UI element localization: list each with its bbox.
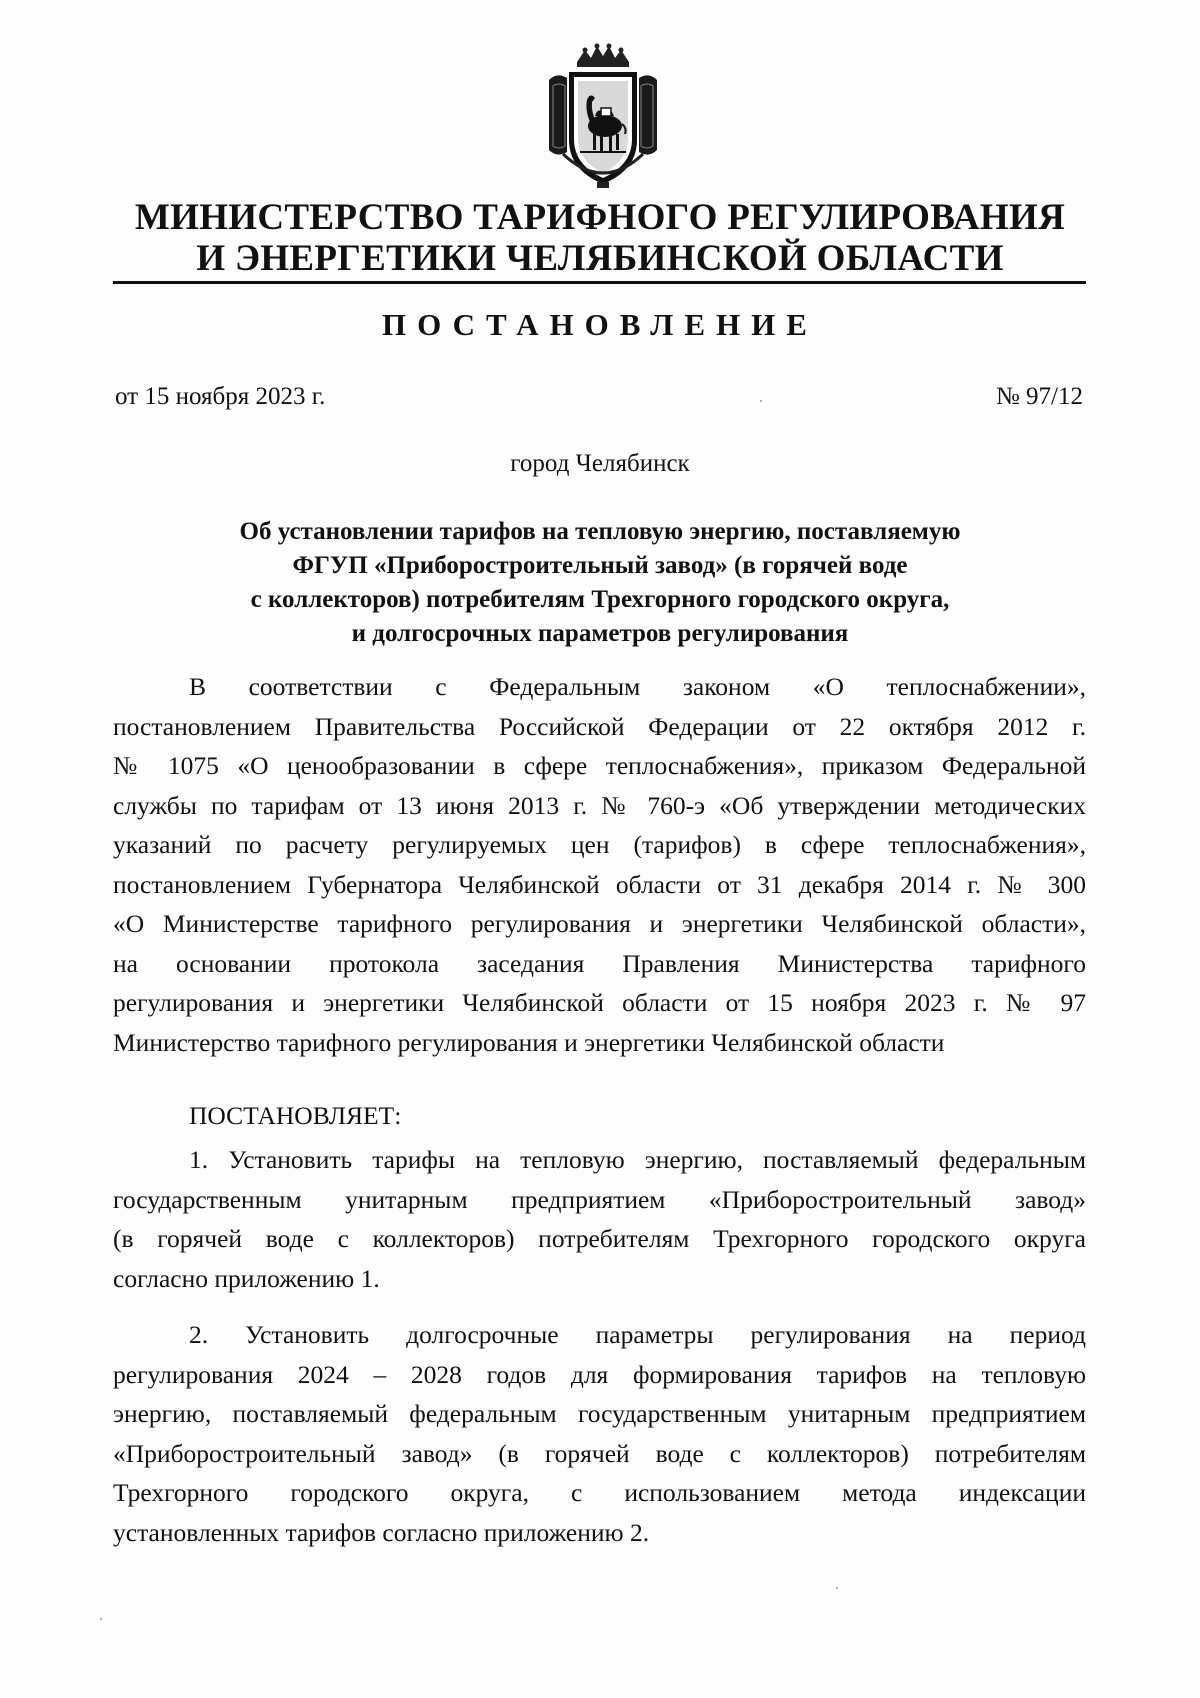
chelyabinsk-coat-of-arms-icon [543, 42, 663, 192]
scan-speck [836, 1587, 838, 1589]
item-1-paragraph [113, 1140, 1086, 1298]
subject-line: и долгосрочных параметров регулирования [351, 620, 849, 647]
ministry-name-line-2: И ЭНЕРГЕТИКИ ЧЕЛЯБИНСКОЙ ОБЛАСТИ [196, 238, 1004, 279]
decree-date: от 15 ноября 2023 г. [115, 383, 326, 410]
preamble-line: постановлением Губернатора Челябинской области от 31 декабря 2014 г. № 300 [113, 869, 1086, 899]
preamble-line: указаний по расчету регулируемых цен (тарифов) в сфере теплоснабжения», [113, 830, 1086, 859]
item-2-line: энергию, поставляемый федеральным государственным унитарным предприятием [113, 1399, 1086, 1428]
header-divider [113, 281, 1086, 284]
decree-city: город Челябинск [510, 450, 690, 477]
preamble-line: Министерство тарифного регулирования и энергетики Челябинской области [113, 1027, 945, 1057]
preamble-line: регулирования и энергетики Челябинской области от 15 ноября 2023 г. № 97 [113, 988, 1086, 1017]
preamble-line: на основании протокола заседания Правления Министерства тарифного [113, 948, 1086, 978]
item-2-line: регулирования 2024 – 2028 годов для формирования тарифов на тепловую [113, 1359, 1086, 1389]
item-1-line: государственным унитарным предприятием «Приборостроительный завод» [113, 1184, 1086, 1214]
document-type-title: ПОСТАНОВЛЕНИЕ [382, 307, 818, 342]
item-1-line: согласно приложению 1. [113, 1263, 380, 1293]
preamble-paragraph [113, 667, 1086, 1062]
item-2-paragraph [113, 1315, 1086, 1552]
preamble-line: «О Министерстве тарифного регулирования и энергетики Челябинской области», [113, 909, 1086, 938]
preamble-line: службы по тарифам от 13 июня 2013 г. № 760-э «Об утверждении методических [113, 790, 1086, 820]
preamble-line: В соответствии с Федеральным законом «О теплоснабжении», [189, 672, 1086, 701]
scan-speck [100, 1618, 102, 1620]
subject-line: ФГУП «Приборостроительный завод» (в горячей воде [292, 552, 908, 579]
item-2-line: 2. Установить долгосрочные параметры регулирования на период [189, 1320, 1086, 1349]
item-2-line: установленных тарифов согласно приложению 2. [113, 1517, 650, 1547]
item-1-line: 1. Установить тарифы на тепловую энергию, поставляемый федеральным [189, 1145, 1086, 1174]
item-2-line: Трехгорного городского округа, с использованием метода индексации [113, 1478, 1086, 1507]
item-2-line: «Приборостроительный завод» (в горячей воде с коллекторов) потребителям [113, 1438, 1086, 1468]
decree-subject [160, 515, 1040, 651]
resolves-heading: ПОСТАНОВЛЯЕТ: [189, 1101, 402, 1130]
subject-line: Об установлении тарифов на тепловую энергию, поставляемую [239, 518, 961, 545]
scan-speck [760, 400, 762, 402]
preamble-line: № 1075 «О ценообразовании в сфере теплоснабжения», приказом Федеральной [113, 751, 1086, 780]
decree-number: № 97/12 [995, 383, 1083, 410]
preamble-line: постановлением Правительства Российской Федерации от 22 октября 2012 г. [113, 711, 1086, 741]
subject-line: с коллекторов) потребителям Трехгорного городского округа, [250, 586, 950, 613]
item-1-line: (в горячей воде с коллекторов) потребителям Трехгорного городского округа [113, 1224, 1086, 1253]
ministry-name-line-1: МИНИСТЕРСТВО ТАРИФНОГО РЕГУЛИРОВАНИЯ [134, 197, 1066, 238]
